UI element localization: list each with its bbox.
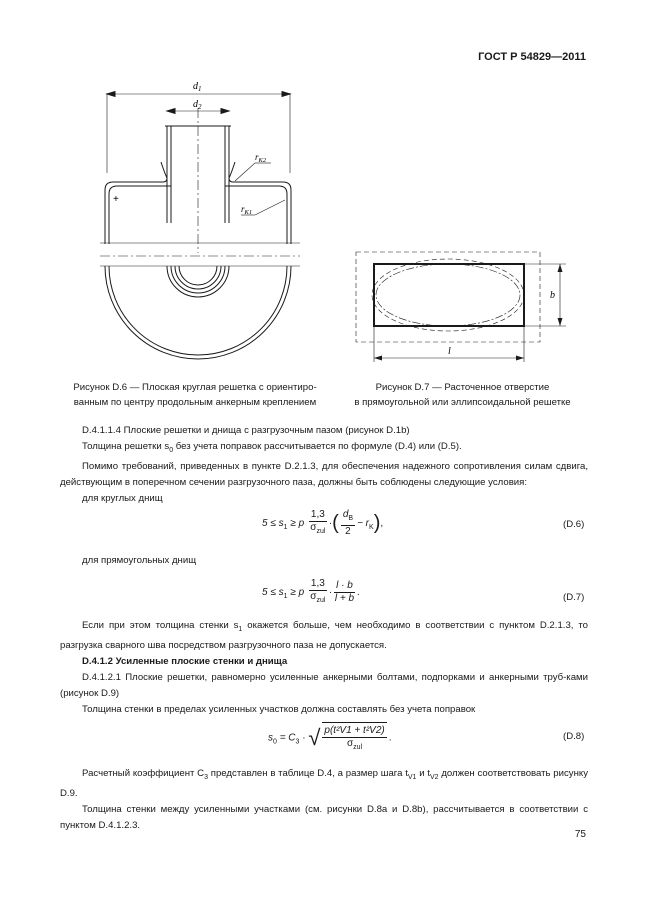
equation-d8: $s_0 = C_3$ · √ $\frac{\text{p(t²V1 + t²V2)}}{\sigma_{zul}}$ . [268,722,392,754]
rk2-label: $r_{K2}$ [255,152,267,164]
b-label: b [550,290,555,301]
para-if-thicker: Если при этом толщина стенки $s_1$ окажется больше, чем необходимо в соответствии с пунктом D.2.1.3, то разгрузка сварного шва посредством разгрузочного паза не допускается. [60,620,588,651]
figure-d7-caption: Рисунок D.7 — Расточенное отверстие в прямоугольной или эллипсоидальной решетке [354,382,571,408]
para-d41114: D.4.1.1.4 Плоские решетки и днища с разгрузочным пазом (рисунок D.1b) [82,425,410,436]
figure-d7-drawing [350,248,580,368]
equation-d6-number: (D.6) [563,519,585,530]
rk1-label: $r_{K1}$ [241,204,253,216]
equation-d8-number: (D.8) [563,731,585,742]
para-requirements: Помимо требований, приведенных в пункте D.2.1.3, для обеспечения надежного сопротивления силам сдвига, действующим в поперечном сечении разгрузочного паза, должны быть соблюдены следующие условия: [60,460,588,488]
para-rect: для прямоугольных днищ [82,555,197,566]
para-c3: Расчетный коэффициент $C_3$ представлен в таблице D.4, а размер шага $t_{V1}$ и $t_{V2}$ должен соответствовать рисунку D.9. [60,768,588,799]
para-wall-thickness: Толщина стенки в пределах усиленных участков должна составлять без учета поправок [82,703,476,715]
body-block-3 [60,766,588,834]
page-number: 75 [574,829,586,840]
standard-header: ГОСТ Р 54829—2011 [478,51,586,63]
equation-d7-number: (D.7) [563,592,585,603]
para-d41221: D.4.1.2.1 Плоские решетки, равномерно усиленные анкерными болтами, подпорками и анкерными труб-ками (рисунок D.9) [60,671,588,699]
figure-d6-drawing [95,78,310,378]
section-heading-d412: D.4.1.2 Усиленные плоские стенки и днища [82,655,288,667]
equation-d6: $5 \le s_1 \ge p$ $\frac{1,3}{\sigma_{zul}}$ ·( $\frac{d_B}{2}$ − $r_K$), [262,509,384,537]
plus-marker: + [113,194,119,205]
para-between-areas: Толщина стенки между усиленными участками (см. рисунки D.8a и D.8b), рассчитывается в соответствии с пунктом D.4.1.2.3. [60,803,588,831]
d1-label: $d_1$ [193,81,202,93]
body-block-2 [60,618,588,718]
figure-d6-caption: Рисунок D.6 — Плоская круглая решетка с ориентиро- ванным по центру продольным анкерным креплением [73,382,317,408]
body-block-1 [60,423,588,507]
para-thickness: Толщина решетки $s_0$ без учета поправок рассчитывается по формуле (D.4) или (D.5). [82,441,462,454]
l-label: l [448,346,451,357]
d2-label: $d_2$ [193,99,202,111]
para-round: для круглых днищ [82,492,163,504]
equation-d7: $5 \le s_1 \ge p$ $\frac{1,3}{\sigma_{zul}}$ · $\frac{l \cdot b}{l + b}$ . [262,578,360,604]
